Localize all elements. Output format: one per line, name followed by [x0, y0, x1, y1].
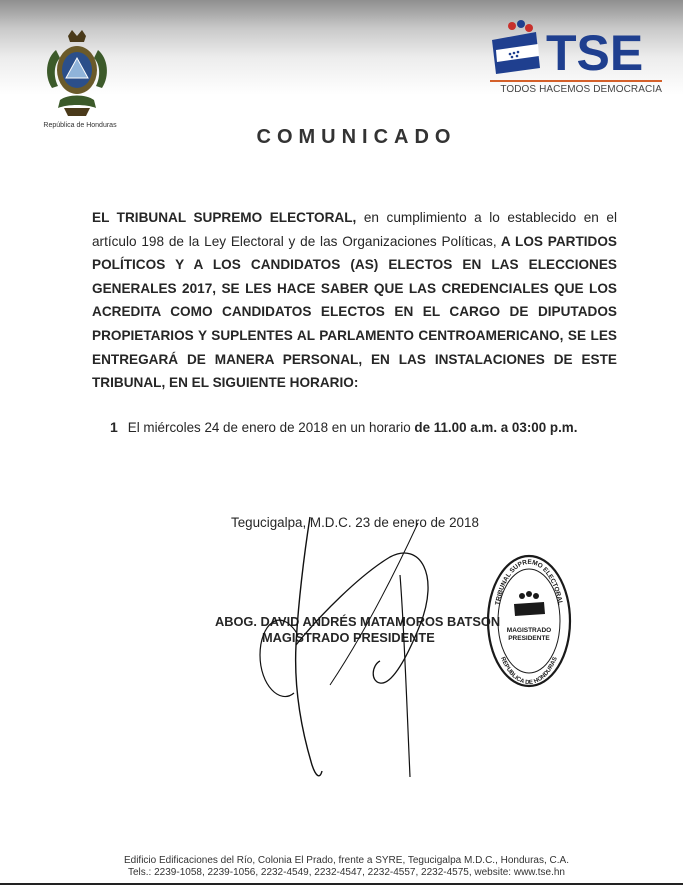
stamp-center-line2: PRESIDENTE — [508, 635, 550, 642]
svg-text:TRIBUNAL SUPREMO ELECTORAL — [494, 559, 563, 606]
place-date: Tegucigalpa, M.D.C. 23 de enero de 2018 — [231, 515, 479, 530]
svg-text:REPUBLICA DE HONDURAS — [499, 656, 559, 686]
page-title: COMUNICADO — [256, 126, 457, 148]
signatory-title: MAGISTRADO PRESIDENTE — [262, 630, 435, 645]
body-bold-text: A LOS PARTIDOS POLÍTICOS Y A LOS CANDIDATOS (AS) ELECTOS EN LAS ELECCIONES GENERALES 2017, SE LES HACE SABER QUE LAS CREDENCIALES QUE LOS ACREDITA COMO CANDIDATOS ELECTOS EN EL CARGO DE DIPUTADOS PROPIETARIOS Y SUPLENTES AL PARLAMENTO CENTROAMERICANO, SE LES ENTREGARÁ DE MANERA PERSONAL, EN LAS INSTALACIONES DE ESTE TRIBUNAL, EN EL SIGUIENTE HORARIO: — [92, 233, 617, 391]
footer-contact: Tels.: 2239-1058, 2239-1056, 2232-4549, 2232-4547, 2232-4557, 2232-4575, website: www.tse.hn — [128, 867, 565, 878]
signatory-name: ABOG. DAVID ANDRÉS MATAMOROS BATSON — [215, 614, 501, 629]
tse-logo-text: TSE — [546, 25, 644, 80]
footer-address: Edificio Edificaciones del Río, Colonia El Prado, frente a SYRE, Tegucigalpa M.D.C., Honduras, C.A. — [123, 855, 570, 866]
tse-rule — [490, 80, 662, 82]
schedule-item — [110, 419, 630, 435]
stamp-top-text: TRIBUNAL SUPREMO ELECTORAL — [494, 558, 564, 606]
tse-slogan: TODOS HACEMOS DEMOCRACIA — [500, 84, 662, 95]
official-stamp-icon — [484, 552, 574, 690]
body-paragraph — [92, 206, 617, 395]
bottom-rule — [0, 883, 683, 885]
handwritten-signature — [240, 515, 470, 785]
schedule-hours: de 11.00 a.m. a 03:00 p.m. — [414, 420, 578, 435]
tse-logo-icon — [488, 18, 668, 80]
schedule-number: 1 — [110, 419, 118, 435]
footer — [0, 855, 683, 879]
stamp-center-line1: MAGISTRADO — [506, 627, 552, 634]
body-lead-bold: EL TRIBUNAL SUPREMO ELECTORAL, — [92, 210, 357, 225]
coat-of-arms-icon — [38, 28, 116, 120]
stamp-bottom-text: REPUBLICA DE HONDURAS — [499, 656, 559, 687]
country-caption: República de Honduras — [43, 122, 117, 129]
body-regular-text: en cumplimiento a lo establecido en el artículo 198 de la Ley Electoral y de las Organizaciones Políticas, — [92, 210, 617, 249]
schedule-text: El miércoles 24 de enero de 2018 en un horario — [127, 420, 415, 435]
